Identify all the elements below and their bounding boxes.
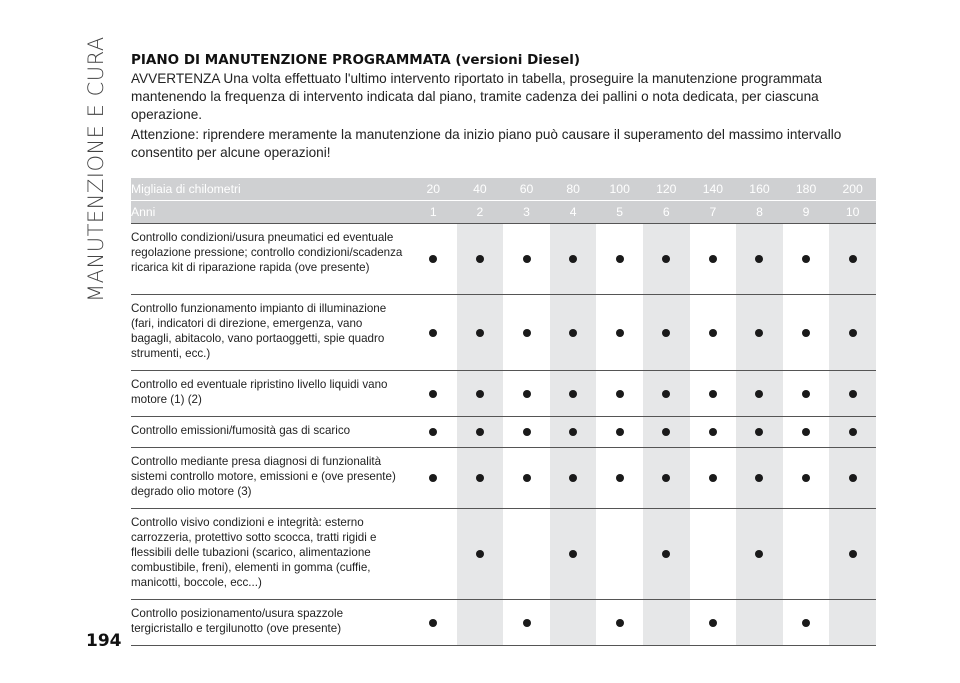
operation-description: Controllo funzionamento impianto di illuminazione (fari, indicatori di direzione, emergenza, vano bagagli, abitacolo, vano portaoggetti, spie quadro strumenti, ecc.) — [131, 295, 410, 371]
bullet-dot-icon — [616, 255, 624, 263]
bullet-dot-icon — [523, 255, 531, 263]
years-header-cell: 2 — [457, 201, 504, 224]
page-title: PIANO DI MANUTENZIONE PROGRAMMATA (versioni Diesel) — [131, 52, 581, 68]
bullet-dot-icon — [849, 550, 857, 558]
bullet-dot-icon — [523, 474, 531, 482]
years-header-cell: 5 — [596, 201, 643, 224]
section-title: MANUTENZIONE E CURA — [84, 36, 108, 302]
interval-cell — [829, 448, 876, 509]
interval-cell — [829, 295, 876, 371]
interval-cell — [690, 371, 737, 417]
operation-description: Controllo ed eventuale ripristino livello liquidi vano motore (1) (2) — [131, 371, 410, 417]
maintenance-table — [131, 178, 876, 646]
bullet-dot-icon — [802, 619, 810, 627]
interval-cell — [643, 448, 690, 509]
interval-cell — [410, 417, 457, 448]
page-number: 194 — [86, 631, 122, 651]
bullet-dot-icon — [802, 255, 810, 263]
interval-cell — [596, 509, 643, 600]
interval-cell — [503, 224, 550, 295]
interval-cell — [596, 448, 643, 509]
table-row — [131, 417, 876, 448]
bullet-dot-icon — [476, 550, 484, 558]
bullet-dot-icon — [569, 255, 577, 263]
bullet-dot-icon — [849, 329, 857, 337]
interval-cell — [503, 600, 550, 646]
bullet-dot-icon — [476, 474, 484, 482]
bullet-dot-icon — [662, 474, 670, 482]
bullet-dot-icon — [755, 255, 763, 263]
bullet-dot-icon — [523, 428, 531, 436]
years-header-cell: 6 — [643, 201, 690, 224]
interval-cell — [643, 224, 690, 295]
bullet-dot-icon — [802, 474, 810, 482]
bullet-dot-icon — [523, 329, 531, 337]
interval-cell — [690, 224, 737, 295]
interval-cell — [410, 448, 457, 509]
interval-cell — [457, 600, 504, 646]
interval-cell — [643, 371, 690, 417]
bullet-dot-icon — [616, 329, 624, 337]
interval-cell — [503, 295, 550, 371]
interval-cell — [550, 295, 597, 371]
interval-cell — [457, 371, 504, 417]
interval-cell — [550, 417, 597, 448]
interval-cell — [690, 509, 737, 600]
attention-paragraph: Attenzione: riprendere meramente la manutenzione da inizio piano può causare il superamento del massimo intervallo consentito per alcune operazioni! — [131, 127, 842, 160]
interval-cell — [783, 448, 830, 509]
interval-cell — [410, 509, 457, 600]
bullet-dot-icon — [616, 619, 624, 627]
bullet-dot-icon — [709, 390, 717, 398]
interval-cell — [596, 371, 643, 417]
km-header-cell: 200 — [829, 178, 876, 201]
interval-cell — [410, 295, 457, 371]
bullet-dot-icon — [616, 390, 624, 398]
interval-cell — [410, 371, 457, 417]
bullet-dot-icon — [569, 474, 577, 482]
interval-cell — [783, 295, 830, 371]
years-header-cell: 3 — [503, 201, 550, 224]
interval-cell — [643, 417, 690, 448]
interval-cell — [829, 600, 876, 646]
bullet-dot-icon — [476, 255, 484, 263]
interval-cell — [783, 509, 830, 600]
years-header-cell: 7 — [690, 201, 737, 224]
interval-cell — [457, 295, 504, 371]
table-row — [131, 295, 876, 371]
interval-cell — [550, 600, 597, 646]
years-header-cell: 8 — [736, 201, 783, 224]
operation-description: Controllo visivo condizioni e integrità: esterno carrozzeria, protettivo sotto scocca, tratti rigidi e flessibili delle tubazioni (scarico, alimentazione combustibile, freni), elementi in gomma (cuffie, manicotti, boccole, ecc...) — [131, 509, 410, 600]
interval-cell — [736, 448, 783, 509]
interval-cell — [736, 417, 783, 448]
km-header-cell: 140 — [690, 178, 737, 201]
bullet-dot-icon — [709, 428, 717, 436]
bullet-dot-icon — [569, 550, 577, 558]
bullet-dot-icon — [662, 550, 670, 558]
bullet-dot-icon — [476, 428, 484, 436]
interval-cell — [643, 509, 690, 600]
table-row — [131, 448, 876, 509]
interval-cell — [503, 371, 550, 417]
interval-cell — [736, 295, 783, 371]
bullet-dot-icon — [523, 390, 531, 398]
bullet-dot-icon — [709, 474, 717, 482]
years-header-cell: 10 — [829, 201, 876, 224]
interval-cell — [829, 224, 876, 295]
interval-cell — [550, 509, 597, 600]
bullet-dot-icon — [802, 428, 810, 436]
interval-cell — [690, 600, 737, 646]
bullet-dot-icon — [849, 474, 857, 482]
bullet-dot-icon — [429, 428, 437, 436]
interval-cell — [457, 417, 504, 448]
interval-cell — [783, 417, 830, 448]
interval-cell — [690, 295, 737, 371]
interval-cell — [410, 600, 457, 646]
bullet-dot-icon — [755, 428, 763, 436]
bullet-dot-icon — [429, 474, 437, 482]
interval-cell — [736, 224, 783, 295]
bullet-dot-icon — [476, 390, 484, 398]
interval-cell — [783, 224, 830, 295]
interval-cell — [503, 448, 550, 509]
bullet-dot-icon — [849, 428, 857, 436]
bullet-dot-icon — [429, 390, 437, 398]
interval-cell — [643, 600, 690, 646]
bullet-dot-icon — [755, 474, 763, 482]
bullet-dot-icon — [662, 428, 670, 436]
interval-cell — [829, 371, 876, 417]
interval-cell — [736, 509, 783, 600]
interval-cell — [783, 371, 830, 417]
table-row — [131, 509, 876, 600]
interval-cell — [783, 600, 830, 646]
km-header-cell: 80 — [550, 178, 597, 201]
interval-cell — [736, 371, 783, 417]
km-header-label: Migliaia di chilometri — [131, 178, 410, 201]
interval-cell — [503, 509, 550, 600]
operation-description: Controllo mediante presa diagnosi di funzionalità sistemi controllo motore, emissioni e (ove presente) degrado olio motore (3) — [131, 448, 410, 509]
interval-cell — [596, 417, 643, 448]
years-header-cell: 9 — [783, 201, 830, 224]
km-header-cell: 60 — [503, 178, 550, 201]
interval-cell — [457, 448, 504, 509]
bullet-dot-icon — [429, 329, 437, 337]
km-header-cell: 20 — [410, 178, 457, 201]
km-header-cell: 160 — [736, 178, 783, 201]
bullet-dot-icon — [849, 255, 857, 263]
bullet-dot-icon — [429, 619, 437, 627]
operation-description: Controllo emissioni/fumosità gas di scarico — [131, 417, 410, 448]
bullet-dot-icon — [709, 619, 717, 627]
bullet-dot-icon — [755, 329, 763, 337]
bullet-dot-icon — [429, 255, 437, 263]
interval-cell — [690, 417, 737, 448]
interval-cell — [736, 600, 783, 646]
bullet-dot-icon — [662, 390, 670, 398]
interval-cell — [550, 224, 597, 295]
interval-cell — [503, 417, 550, 448]
bullet-dot-icon — [569, 329, 577, 337]
bullet-dot-icon — [709, 255, 717, 263]
bullet-dot-icon — [662, 329, 670, 337]
km-header-cell: 120 — [643, 178, 690, 201]
operation-description: Controllo posizionamento/usura spazzole tergicristallo e tergilunotto (ove presente) — [131, 600, 410, 646]
years-header-cell: 4 — [550, 201, 597, 224]
warning-paragraph: AVVERTENZA Una volta effettuato l'ultimo intervento riportato in tabella, proseguire la manutenzione programmata mantenendo la frequenza di intervento indicata dal piano, tramite cadenza dei pallini o nota dedicata, per ciascuna operazione. — [131, 71, 822, 122]
years-header-label: Anni — [131, 201, 410, 224]
bullet-dot-icon — [802, 390, 810, 398]
years-header-cell: 1 — [410, 201, 457, 224]
bullet-dot-icon — [616, 428, 624, 436]
km-header-row — [131, 178, 876, 201]
interval-cell — [550, 448, 597, 509]
table-row — [131, 371, 876, 417]
km-header-cell: 180 — [783, 178, 830, 201]
bullet-dot-icon — [616, 474, 624, 482]
operation-description: Controllo condizioni/usura pneumatici ed eventuale regolazione pressione; controllo condizioni/scadenza ricarica kit di riparazione rapida (ove presente) — [131, 224, 410, 295]
bullet-dot-icon — [802, 329, 810, 337]
bullet-dot-icon — [709, 329, 717, 337]
interval-cell — [596, 295, 643, 371]
interval-cell — [829, 417, 876, 448]
years-header-row — [131, 201, 876, 224]
bullet-dot-icon — [755, 550, 763, 558]
table-row — [131, 224, 876, 295]
bullet-dot-icon — [569, 390, 577, 398]
bullet-dot-icon — [476, 329, 484, 337]
km-header-cell: 40 — [457, 178, 504, 201]
km-header-cell: 100 — [596, 178, 643, 201]
bullet-dot-icon — [849, 390, 857, 398]
maintenance-table-body — [131, 224, 876, 646]
bullet-dot-icon — [523, 619, 531, 627]
interval-cell — [596, 224, 643, 295]
interval-cell — [457, 509, 504, 600]
table-row — [131, 600, 876, 646]
interval-cell — [829, 509, 876, 600]
bullet-dot-icon — [662, 255, 670, 263]
interval-cell — [550, 371, 597, 417]
interval-cell — [457, 224, 504, 295]
interval-cell — [596, 600, 643, 646]
bullet-dot-icon — [755, 390, 763, 398]
interval-cell — [410, 224, 457, 295]
bullet-dot-icon — [569, 428, 577, 436]
interval-cell — [643, 295, 690, 371]
interval-cell — [690, 448, 737, 509]
